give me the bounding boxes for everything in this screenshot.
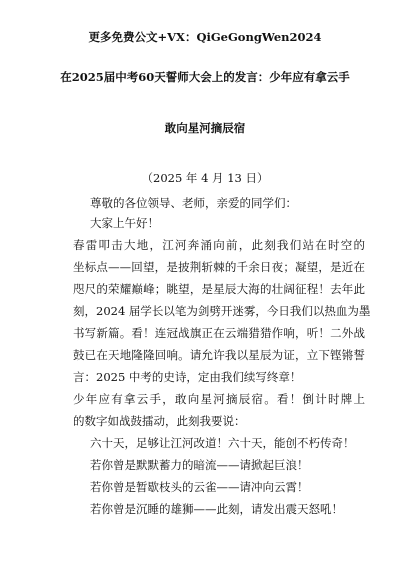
paragraph-1-line: 言：2025 中考的史诗，定由我们续写终章！ (73, 370, 302, 384)
paragraph-1-line: 春雷叩击大地，江河奔涌向前，此刻我们站在时空的 (73, 238, 365, 252)
speech-date: （2025 年 4 月 13 日） (141, 171, 269, 185)
greeting: 大家上午好！ (90, 216, 159, 230)
paragraph-1-line: 咫尺的荣耀巅峰；眺望，是星辰大海的壮阔征程！去年此 (73, 282, 365, 296)
title-line-2: 敢向星河摘辰宿 (164, 121, 246, 135)
paragraph-1-line: 鼓已在天地隆隆回响。请允许我以星辰为证，立下铿锵誓 (73, 348, 365, 362)
paragraph-3: 六十天，足够让江河改道！六十天，能创不朽传奇！ (90, 436, 355, 450)
salutation: 尊敬的各位领导、老师，亲爱的同学们： (90, 196, 297, 210)
paragraph-1-line: 坐标点——回望，是披荆斩棘的千余日夜；凝望，是近在 (73, 260, 365, 274)
paragraph-2-line: 的数字如战鼓擂动，此刻我要说： (73, 414, 246, 428)
promo-header: 更多免费公文+VX：QiGeGongWen2024 (88, 30, 322, 44)
paragraph-6: 若你曾是沉睡的雄狮——此刻，请发出震天怒吼！ (90, 502, 343, 516)
paragraph-4: 若你曾是默默蓄力的暗流——请掀起巨浪！ (90, 458, 309, 472)
paragraph-2-line: 少年应有拿云手，敢向星河摘辰宿。看！倒计时牌上 (73, 392, 365, 406)
paragraph-1-line: 书写新篇。看！连冠战旗正在云端猎猎作响，听！二外战 (73, 326, 365, 340)
title-line-1: 在2025届中考60天誓师大会上的发言：少年应有拿云手 (60, 70, 350, 84)
paragraph-1-line: 刻，2024 届学长以笔为剑劈开迷雾，今日我们以热血为墨 (73, 304, 371, 318)
paragraph-5: 若你曾是暂歇枝头的云雀——请冲向云霄！ (90, 480, 309, 494)
